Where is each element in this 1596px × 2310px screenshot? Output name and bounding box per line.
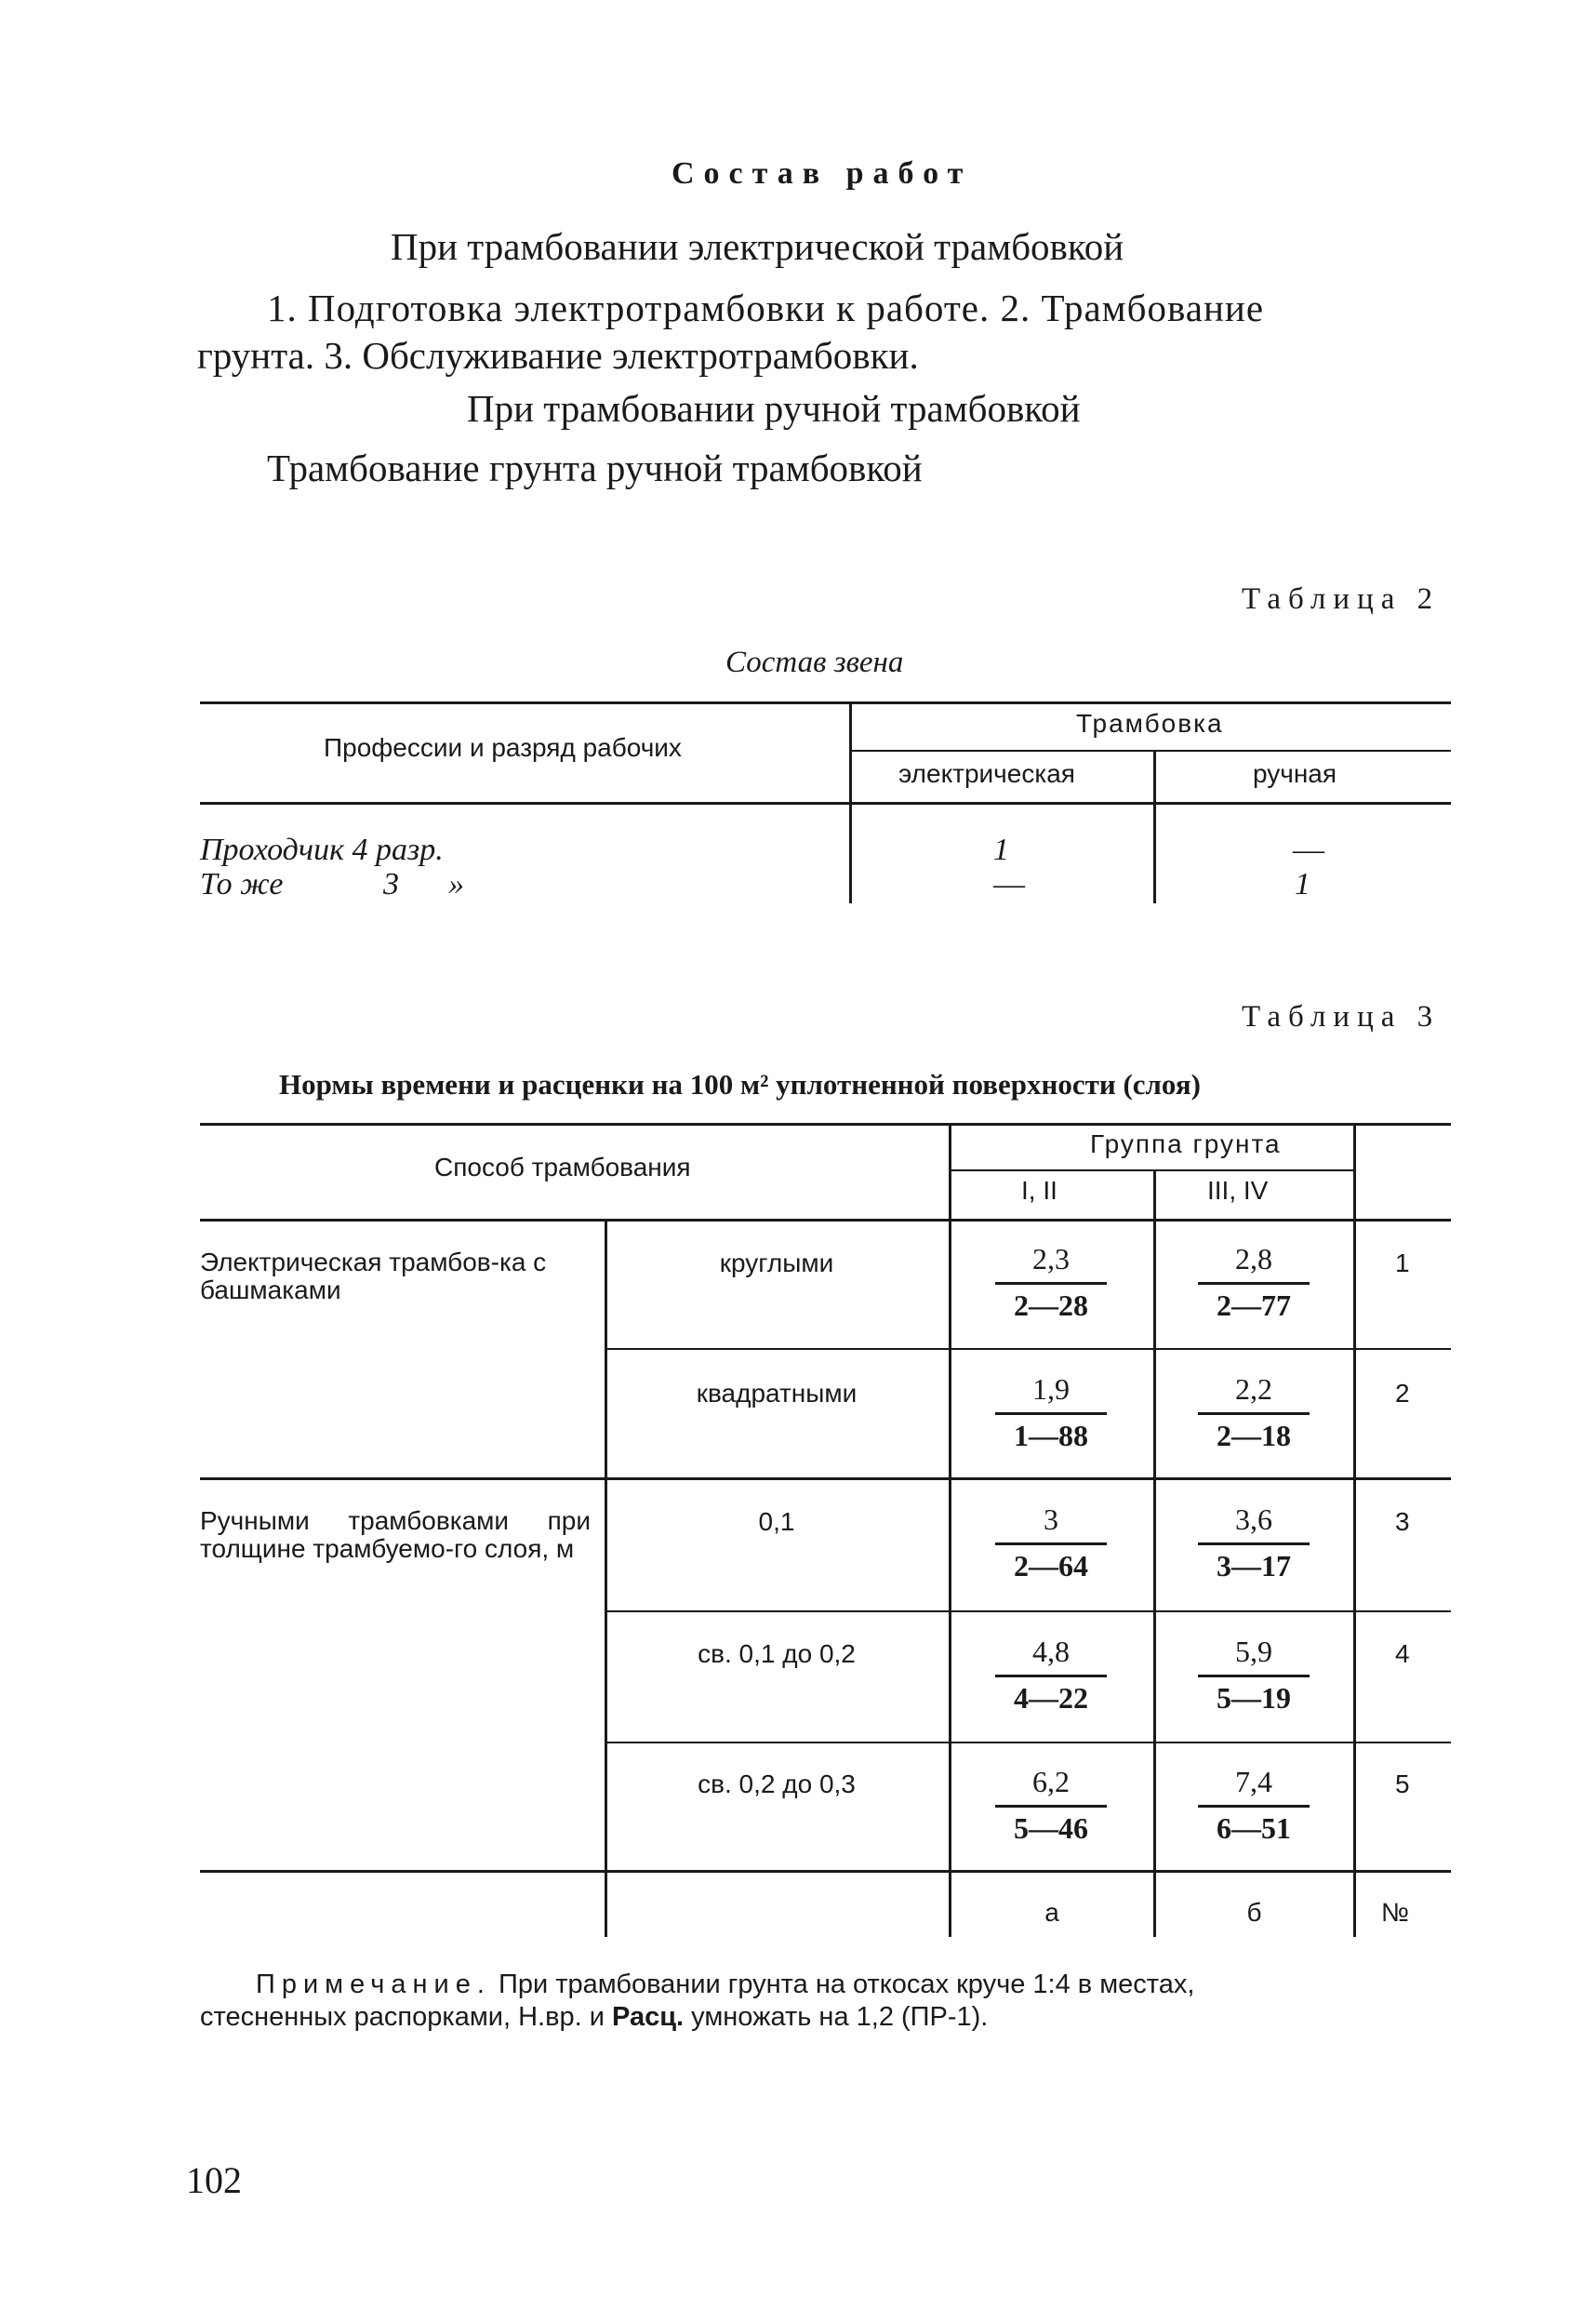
table3-row1-num: 1 [1395,1248,1410,1277]
table3-col-method: Способ трамбования [434,1153,691,1182]
norm-value: 6,2 [995,1765,1107,1808]
table3-row3-b [1198,1502,1310,1583]
table3-footer-a: а [1044,1898,1059,1927]
table3-row2-num: 2 [1395,1379,1410,1408]
table2-row2-profession: То же [200,867,284,901]
table2-col-electric: электрическая [898,759,1075,788]
table2-col-group: Трамбовка [1076,709,1224,738]
electric-steps-line1: 1. Подготовка электротрамбовки к работе. 2. Трамбование [267,287,1265,329]
note-text2b: умножать на 1,2 (ПР-1). [684,2002,989,2032]
note-text1: При трамбовании грунта на откосах круче 1:4 в местах, [498,1970,1195,1999]
price-value: 4—22 [1014,1681,1088,1715]
table3-row3-sub: 0,1 [758,1507,795,1536]
table2-row1-electric: 1 [993,833,1009,867]
table3-row2-b [1198,1372,1310,1453]
page-number: 102 [186,2159,242,2201]
table3-footer-num: № [1381,1898,1410,1927]
note-text2-bold: Расц. [612,2002,685,2032]
note-label: Примечание. [256,1970,491,1999]
norm-value: 4,8 [995,1635,1107,1677]
section-heading: Состав работ [672,156,973,191]
price-value: 6—51 [1217,1811,1291,1845]
table3-row1-a [995,1242,1107,1323]
table2-col-profession: Профессии и разряд рабочих [324,733,682,762]
table3-row1-sub: круглыми [719,1248,834,1277]
price-value: 5—19 [1217,1681,1291,1715]
table3-note-line2 [200,2002,988,2033]
price-value: 2—28 [1014,1289,1088,1322]
norm-value: 3,6 [1198,1502,1310,1545]
table3-row4-b [1198,1635,1310,1716]
note-text2a: стесненных распорками, Н.вр. и [200,2002,612,2032]
manual-text: Трамбование грунта ручной трамбовкой [267,447,923,489]
price-value: 5—46 [1014,1811,1088,1845]
price-value: 2—77 [1217,1289,1291,1322]
norm-value: 2,2 [1198,1372,1310,1415]
table3-row5-num: 5 [1395,1769,1410,1798]
table2-row1-manual: — [1293,833,1324,867]
norm-value: 5,9 [1198,1635,1310,1677]
table2-row1-profession: Проходчик 4 разр. [200,833,444,867]
table3-group2-method: Ручными трамбовками при толщине трамбуемо-го слоя, м [200,1506,591,1563]
electric-steps-line2: грунта. 3. Обслуживание электротрамбовки. [197,334,919,377]
norm-value: 2,8 [1198,1242,1310,1285]
electric-subtitle: При трамбовании электрической трамбовкой [391,225,1124,268]
table2-label: Таблица 2 [1242,582,1441,616]
table3-row5-a [995,1765,1107,1846]
table3-col-group: Группа грунта [1090,1129,1282,1158]
price-value: 2—18 [1217,1419,1291,1452]
table3-row4-sub: св. 0,1 до 0,2 [698,1639,856,1668]
norm-value: 1,9 [995,1372,1107,1415]
table2-row2-grade: 3 [383,867,399,901]
manual-subtitle: При трамбовании ручной трамбовкой [467,387,1081,430]
norm-value: 2,3 [995,1242,1107,1285]
table3-row5-b [1198,1765,1310,1846]
norm-value: 3 [995,1502,1107,1545]
table3-row4-num: 4 [1395,1639,1410,1668]
table3-row1-b [1198,1242,1310,1323]
table3-row3-num: 3 [1395,1507,1410,1536]
table3-col-g1: I, II [1021,1176,1057,1205]
table3-group1-method: Электрическая трамбов-ка с башмаками [200,1248,547,1304]
table2-row2-manual: 1 [1295,867,1310,901]
table3-note-line1 [256,1970,1194,2000]
table3-row3-a [995,1502,1107,1583]
table3-footer-b: б [1246,1898,1262,1927]
table3-title: Нормы времени и расценки на 100 м² уплотненной поверхности (слоя) [279,1068,1201,1101]
table3-label: Таблица 3 [1242,1000,1441,1034]
table3-row4-a [995,1635,1107,1716]
table3-row2-a [995,1372,1107,1453]
table2-col-manual: ручная [1253,759,1337,788]
table3-row5-sub: св. 0,2 до 0,3 [698,1769,856,1798]
table2-caption: Состав звена [725,646,904,679]
table2-row2-electric: — [993,867,1025,901]
table2-row2-ditto: » [448,867,464,901]
price-value: 2—64 [1014,1549,1088,1582]
table3-col-g2: III, IV [1207,1176,1269,1205]
table3-row2-sub: квадратными [696,1379,858,1408]
price-value: 1—88 [1014,1419,1088,1452]
norm-value: 7,4 [1198,1765,1310,1808]
price-value: 3—17 [1217,1549,1291,1582]
